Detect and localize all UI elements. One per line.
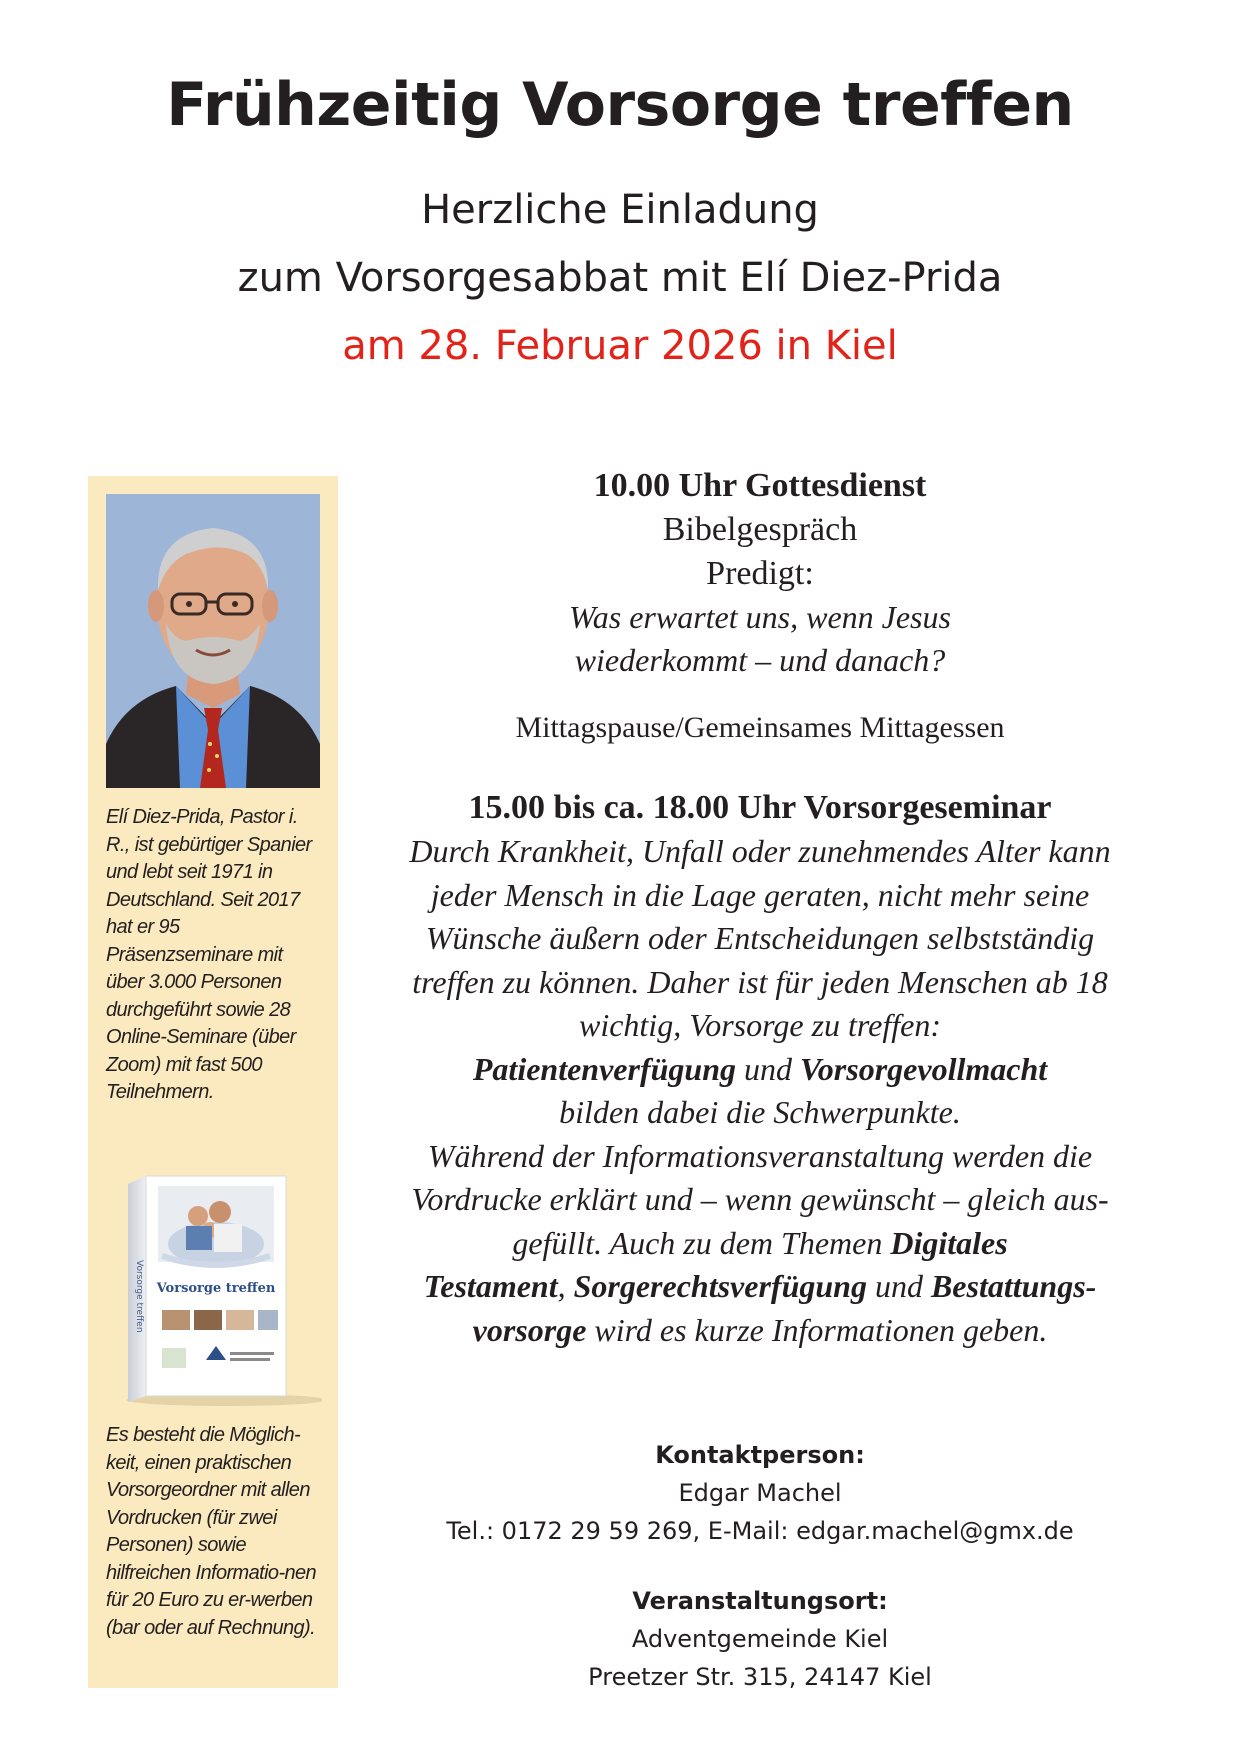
focus-line: bilden dabei die Schwerpunkte. (559, 1094, 961, 1130)
conjunction: und (866, 1268, 931, 1304)
seminar-heading: 15.00 bis ca. 18.00 Uhr Vorsorgeseminar (468, 789, 1052, 826)
venue-name: Adventgemeinde Kiel (631, 1625, 889, 1653)
book-title-text: Vorsorge treffen (156, 1281, 276, 1296)
topic-testament: Testament (423, 1268, 558, 1304)
closing-line (360, 1309, 1160, 1353)
topics-line (360, 1265, 1160, 1309)
book-cover-graphic (106, 1170, 322, 1408)
topic-bestattung-cont: vorsorge (472, 1311, 587, 1348)
date-location-line: am 28. Februar 2026 in Kiel (342, 323, 898, 369)
documents-line (360, 1048, 1160, 1092)
venue-block (360, 1582, 1160, 1696)
contact-details: Tel.: 0172 29 59 269, E-Mail: edgar.machel@gmx.de (446, 1517, 1074, 1545)
page-title: Frühzeitig Vorsorge treffen (166, 70, 1074, 140)
sermon-label: Predigt: (706, 555, 814, 592)
topic-sorgerecht: Sorgerechtsverfügung (573, 1268, 867, 1304)
svg-text:Vorsorge treffen: Vorsorge treffen (134, 1260, 144, 1333)
description-line: treffen zu können. Daher ist für jeden Menschen ab 18 (412, 963, 1108, 1000)
book-image (106, 1170, 322, 1408)
contact-label: Kontaktperson: (655, 1441, 865, 1469)
closing-text: wird es kurze Informationen geben. (586, 1311, 1048, 1348)
portrait-image (106, 494, 320, 788)
sermon-title-line: wiederkommt – und danach? (574, 642, 946, 678)
conjunction: und (736, 1050, 800, 1087)
program (360, 464, 1160, 1352)
description-line: jeder Mensch in die Lage geraten, nicht mehr seine (430, 876, 1090, 913)
invitation-line: Herzliche Einladung (421, 187, 819, 233)
description-line: Vordrucke erklärt und – wenn gewünscht – gleich aus- (411, 1181, 1109, 1217)
bible-talk: Bibelgespräch (662, 511, 858, 548)
lunch-break: Mittagspause/Gemeinsames Mittagessen (515, 711, 1005, 744)
service-heading: 10.00 Uhr Gottesdienst (593, 467, 927, 504)
ordner-offer: Es besteht die Möglich-keit, einen praktischen Vorsorgeordner mit allen Vordrucken (für zwei Personen) sowie hilfreichen Informatio-nen für 20 Euro zu er-werben (bar oder auf Rechnung). (106, 1424, 317, 1639)
topic-digitales: Digitales (890, 1224, 1008, 1261)
topic-bestattung: Bestattungs- (930, 1268, 1097, 1304)
venue-address: Preetzer Str. 315, 24147 Kiel (588, 1663, 932, 1691)
event-line: zum Vorsorgesabbat mit Elí Diez-Prida (237, 255, 1003, 301)
sidebar (88, 476, 338, 1688)
topics-line (360, 1222, 1160, 1266)
topics-intro: gefüllt. Auch zu dem Themen (512, 1224, 891, 1261)
contact-block (360, 1436, 1160, 1550)
speaker-portrait (106, 494, 320, 788)
speaker-bio: Elí Diez-Prida, Pastor i. R., ist gebürtiger Spanier und lebt seit 1971 in Deutschland. Seit 2017 hat er 95 Präsenzseminare mit über 3.000 Personen durchgeführt sowie 28 Online-Seminare (über Zoom) mit fast 500 Teilnehmern. (106, 806, 312, 1103)
description-line: Durch Krankheit, Unfall oder zunehmendes Alter kann (409, 833, 1111, 869)
header (0, 60, 1240, 380)
description-line: Wünsche äußern oder Entscheidungen selbstständig (425, 920, 1095, 956)
doc-vorsorgevollmacht: Vorsorgevollmacht (800, 1050, 1048, 1087)
description-line: Während der Informationsveranstaltung werden die (427, 1137, 1093, 1174)
seminar-description (360, 830, 1160, 1352)
separator: , (557, 1268, 574, 1304)
description-line: wichtig, Vorsorge zu treffen: (578, 1007, 942, 1043)
contact-name: Edgar Machel (678, 1479, 842, 1507)
doc-patientenverfuegung: Patientenverfügung (472, 1050, 736, 1087)
venue-label: Veranstaltungsort: (632, 1587, 888, 1615)
sermon-title-line: Was erwartet uns, wenn Jesus (569, 599, 951, 635)
